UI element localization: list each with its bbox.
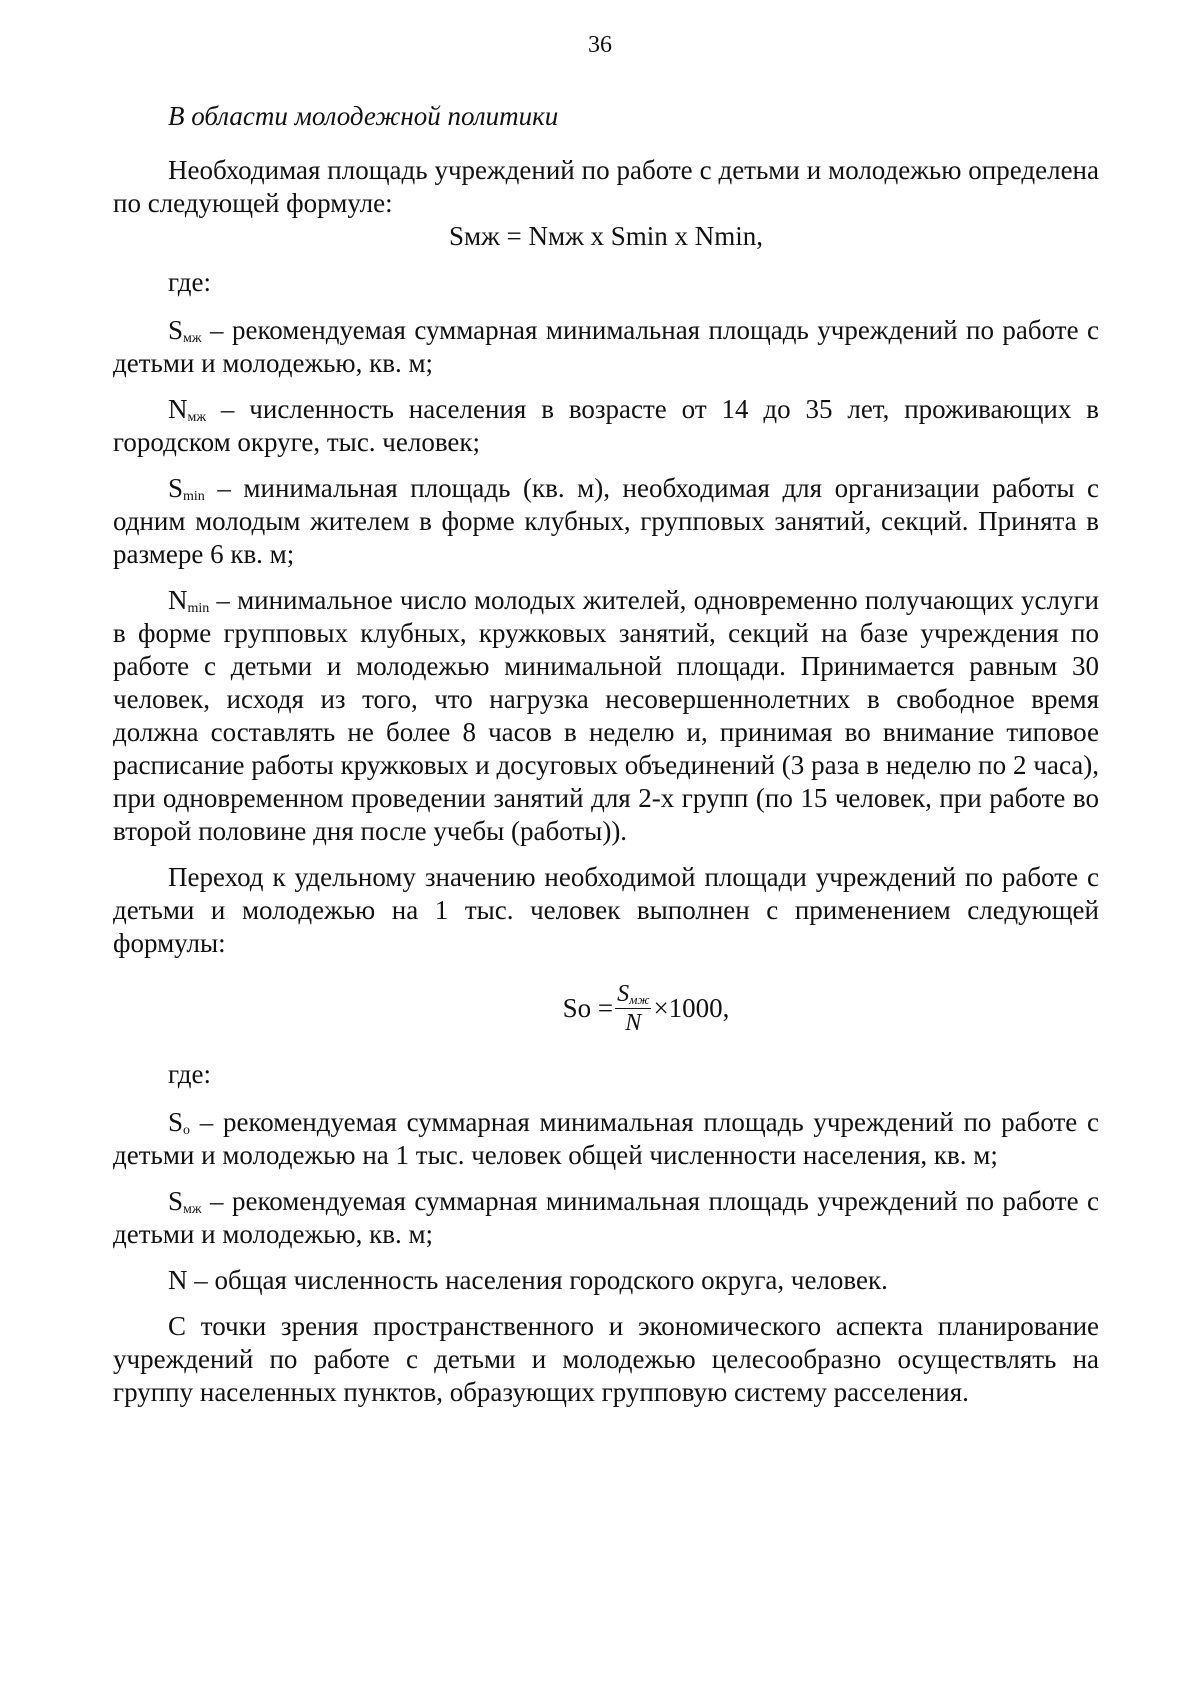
where-label: где:	[168, 267, 211, 297]
symbol: S	[168, 315, 184, 345]
definition-text: – рекомендуемая суммарная минимальная площадь учреждений по работе с детьми и молодежью, кв. м;	[113, 315, 1099, 378]
subscript: min	[183, 489, 205, 504]
formula-smzh: Sмж = Nмж х Smin х Nmin,	[449, 221, 763, 251]
fraction-denominator: N	[625, 1009, 642, 1036]
subscript: о	[183, 1123, 191, 1138]
definition-smin	[113, 472, 1099, 571]
subscript: min	[187, 601, 210, 616]
intro-paragraph: Необходимая площадь учреждений по работе с детьми и молодежью определена по следующей формуле:	[113, 155, 1099, 218]
subscript: мж	[183, 1202, 202, 1217]
subscript: мж	[187, 410, 207, 425]
definition-text: – минимальная площадь (кв. м), необходимая для организации работы с одним молодым жителем в форме клубных, групповых занятий, секций. Принята в размере 6 кв. м;	[113, 473, 1099, 569]
definition-so	[113, 1106, 1099, 1172]
transition-paragraph: Переход к удельному значению необходимой площади учреждений по работе с детьми и молодежью на 1 тыс. человек выполнен с применением следующей формулы:	[113, 862, 1099, 958]
numerator-symbol: S	[617, 980, 630, 1007]
definition-smzh	[113, 314, 1099, 380]
page-number: 36	[588, 32, 612, 58]
definition-smzh-2	[113, 1185, 1099, 1251]
document-body	[113, 100, 1099, 1422]
fraction-numerator	[615, 980, 651, 1009]
symbol: S	[168, 1186, 184, 1216]
symbol: N	[168, 585, 188, 615]
formula-lhs: So =	[562, 992, 614, 1023]
definition-text: – рекомендуемая суммарная минимальная площадь учреждений по работе с детьми и молодежью на 1 тыс. человек общей численности населения, кв. м;	[113, 1107, 1099, 1170]
conclusion-paragraph: С точки зрения пространственного и экономического аспекта планирование учреждений по работе с детьми и молодежью целесообразно осуществлять на группу населенных пунктов, образующих групповую систему расселения.	[113, 1311, 1099, 1407]
subscript: мж	[183, 331, 202, 346]
symbol: S	[168, 1107, 184, 1137]
numerator-subscript: мж	[629, 991, 650, 1007]
definition-text: – минимальное число молодых жителей, одновременно получающих услуги в форме групповых клубных, кружковых занятий, секций на базе учреждения по работе с детьми и молодежью минимальной площади. Принимается равным 30 человек, исходя из того, что нагрузка несовершеннолетних в свободное время должна составлять не более 8 часов в неделю и, принимая во внимание типовое расписание работы кружковых и досуговых объединений (3 раза в неделю по 2 часа), при одновременном проведении занятий для 2-х групп (по 15 человек, при работе во второй половине дня после учебы (работы)).	[113, 585, 1099, 846]
formula-so	[113, 963, 1099, 1053]
where-label-2: где:	[168, 1059, 211, 1089]
symbol: N	[168, 394, 188, 424]
section-heading: В области молодежной политики	[168, 101, 559, 131]
formula-rhs: ×1000,	[653, 992, 730, 1023]
definition-text: – рекомендуемая суммарная минимальная площадь учреждений по работе с детьми и молодежью, кв. м;	[113, 1186, 1099, 1249]
definition-nmzh	[113, 393, 1099, 459]
definition-text: – численность населения в возрасте от 14 до 35 лет, проживающих в городском округе, тыс. человек;	[113, 394, 1099, 457]
definition-n: N – общая численность населения городского округа, человек.	[168, 1265, 888, 1295]
definition-nmin	[113, 584, 1099, 848]
symbol: S	[168, 473, 184, 503]
fraction	[615, 980, 651, 1037]
